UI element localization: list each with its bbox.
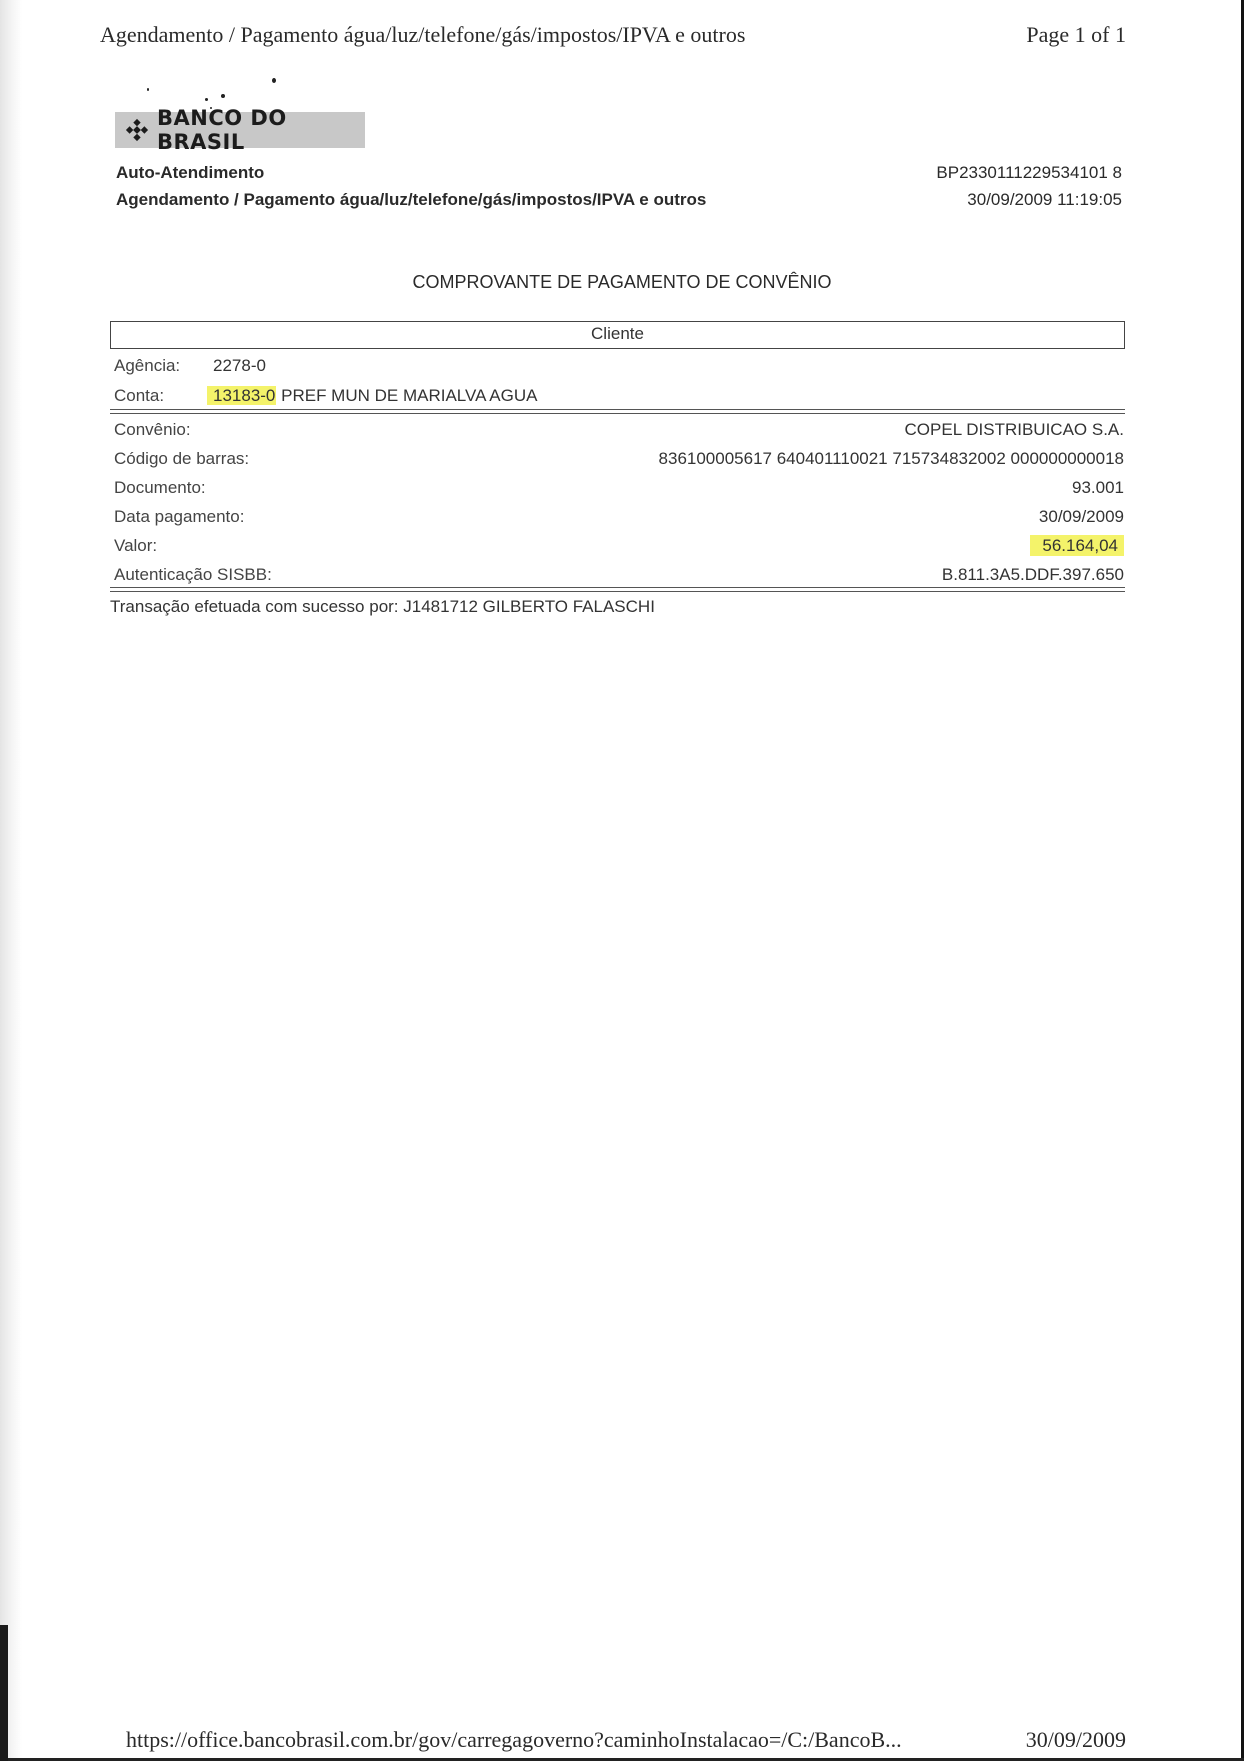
page-indicator: Page 1 of 1 bbox=[1026, 22, 1126, 47]
footer-date: 30/09/2009 bbox=[1025, 1727, 1126, 1752]
amount-value bbox=[1030, 536, 1124, 556]
client-section-label: Cliente bbox=[591, 324, 644, 343]
amount-highlight: 56.164,04 bbox=[1030, 535, 1124, 556]
footer-url: https://office.bancobrasil.com.br/gov/carregagoverno?caminhoInstalacao=/C:/BancoB... bbox=[126, 1727, 902, 1752]
detail-label: Valor: bbox=[114, 536, 158, 555]
bb-logo-icon bbox=[125, 117, 149, 143]
operation-title: Agendamento / Pagamento água/luz/telefone/gás/impostos/IPVA e outros bbox=[116, 190, 707, 209]
scan-edge-corner bbox=[0, 1625, 8, 1761]
header-datetime: 30/09/2009 11:19:05 bbox=[967, 190, 1122, 209]
scan-edge-left bbox=[0, 0, 22, 1761]
agencia-value: 2278-0 bbox=[213, 356, 266, 375]
conta-holder: PREF MUN DE MARIALVA AGUA bbox=[281, 386, 538, 405]
detail-label: Documento: bbox=[114, 478, 206, 497]
conta-label: Conta: bbox=[114, 386, 165, 405]
section-divider bbox=[110, 409, 1125, 414]
barcode-value: 836100005617 640401110021 715734832002 000000000018 bbox=[658, 449, 1124, 468]
convenio-value: COPEL DISTRIBUICAO S.A. bbox=[904, 420, 1124, 439]
bank-logo-text: BANCO DO BRASIL bbox=[157, 106, 287, 154]
protocol-number: BP2330111229534101 8 bbox=[936, 163, 1122, 182]
browser-page-title: Agendamento / Pagamento água/luz/telefone/gás/impostos/IPVA e outros bbox=[100, 22, 746, 47]
authentication-value: B.811.3A5.DDF.397.650 bbox=[941, 565, 1124, 584]
agencia-label: Agência: bbox=[114, 356, 181, 375]
table-bottom-divider bbox=[110, 587, 1125, 592]
detail-label: Convênio: bbox=[114, 420, 191, 439]
confirmation-text: Transação efetuada com sucesso por: J1481712 GILBERTO FALASCHI bbox=[110, 597, 655, 616]
detail-label: Data pagamento: bbox=[114, 507, 245, 526]
conta-value bbox=[207, 386, 537, 406]
conta-number: 13183-0 bbox=[207, 386, 276, 405]
detail-label: Código de barras: bbox=[114, 449, 250, 468]
detail-label: Autenticação SISBB: bbox=[114, 565, 272, 584]
documento-value: 93.001 bbox=[1072, 478, 1124, 497]
document-title: COMPROVANTE DE PAGAMENTO DE CONVÊNIO bbox=[412, 272, 832, 292]
payment-date-value: 30/09/2009 bbox=[1038, 507, 1124, 526]
bank-logo bbox=[115, 106, 365, 154]
service-title: Auto-Atendimento bbox=[116, 163, 265, 182]
client-section-header bbox=[110, 321, 1125, 349]
